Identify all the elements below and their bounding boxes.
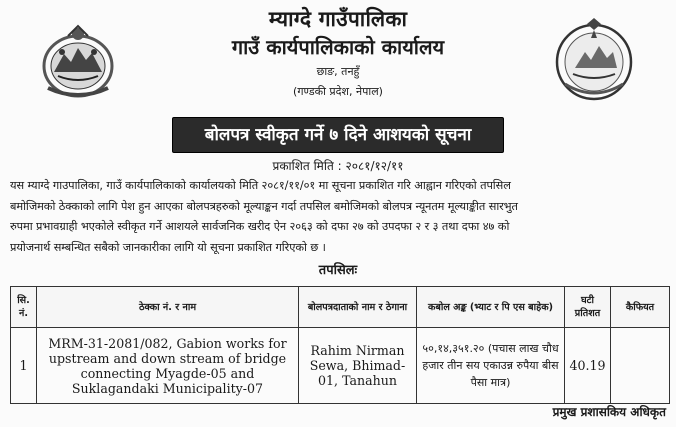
body-line: यस म्याग्दे गाउपालिका, गाउँ कार्यपालिकाको कार्यालयको मिति २०८१/११/०१ मा सूचना प्रकाशित गरि आह्वान गरिएको तपसिल: [10, 179, 511, 192]
published-date: प्रकाशित मिति : २०८१/१२/११: [272, 159, 404, 173]
cell-contract: MRM-31-2081/082, Gabion works for upstream and down stream of bridge connecting Myagde-05 and Suklagandaki Municipality-07: [37, 328, 299, 404]
body-line: प्रयोजनार्थ सम्बन्धित सबैको जानकारीका लागि यो सूचना प्रकाशित गरिएको छ ।: [10, 240, 326, 254]
schedule-label: तपसिलः: [318, 263, 358, 278]
cell-amount: ५०,१४,३५१.२० (पचास लाख चौध हजार तीन सय एकाउन्न रुपैया बीस पैसा मात्र): [417, 328, 565, 404]
cell-percent: 40.19: [565, 328, 611, 404]
col-contract-header: ठेक्का नं. र नाम: [37, 287, 299, 328]
province-line: (गण्डकी प्रदेश, नेपाल): [293, 85, 383, 98]
body-line: रुपमा प्रभावग्राही भएकोले स्वीकृत गर्ने आशयले सार्वजनिक खरीद ऐन २०६३ को दफा २७ को उपदफा २ र ३ तथा दफा ४७ को: [10, 220, 510, 233]
table-header-row: [11, 287, 670, 328]
bid-table: [10, 286, 670, 404]
col-bidder-header: बोलपत्रदाताको नाम र ठेगाना: [299, 287, 417, 328]
cell-remarks: [611, 328, 670, 404]
government-emblem-icon: [38, 22, 118, 102]
col-percent-header: घटी प्रतिशत: [565, 287, 611, 328]
address-line: छाङ, तनहुँ: [316, 65, 360, 78]
office-name: गाउँ कार्यपालिकाको कार्यालय: [231, 35, 445, 59]
notice-title-banner: बोलपत्र स्वीकृत गर्ने ७ दिने आशयको सूचना: [172, 117, 504, 153]
col-serial-header: सि. नं.: [11, 287, 37, 328]
signatory-title: प्रमुख प्रशासकिय अधिकृत: [552, 405, 666, 419]
municipality-name: म्याग्दे गाउँपालिका: [268, 7, 408, 31]
municipality-logo-icon: [553, 18, 635, 102]
body-line: बमोजिमको ठेक्काको लागि पेश हुन आएका बोलपत्रहरुको मूल्याङ्कन गर्दा तपसिल बमोजिमको बोलपत्र न्यूनतम मूल्याङ्कीत सारभुत: [10, 199, 518, 213]
col-remarks-header: कैफियत: [611, 287, 670, 328]
letterhead: [150, 6, 526, 100]
notice-body: [10, 176, 670, 258]
col-amount-header: कबोल अङ्क (भ्याट र पि एस बाहेक): [417, 287, 565, 328]
table-row: [11, 328, 670, 404]
cell-bidder: Rahim Nirman Sewa, Bhimad-01, Tanahun: [299, 328, 417, 404]
cell-serial: 1: [11, 328, 37, 404]
